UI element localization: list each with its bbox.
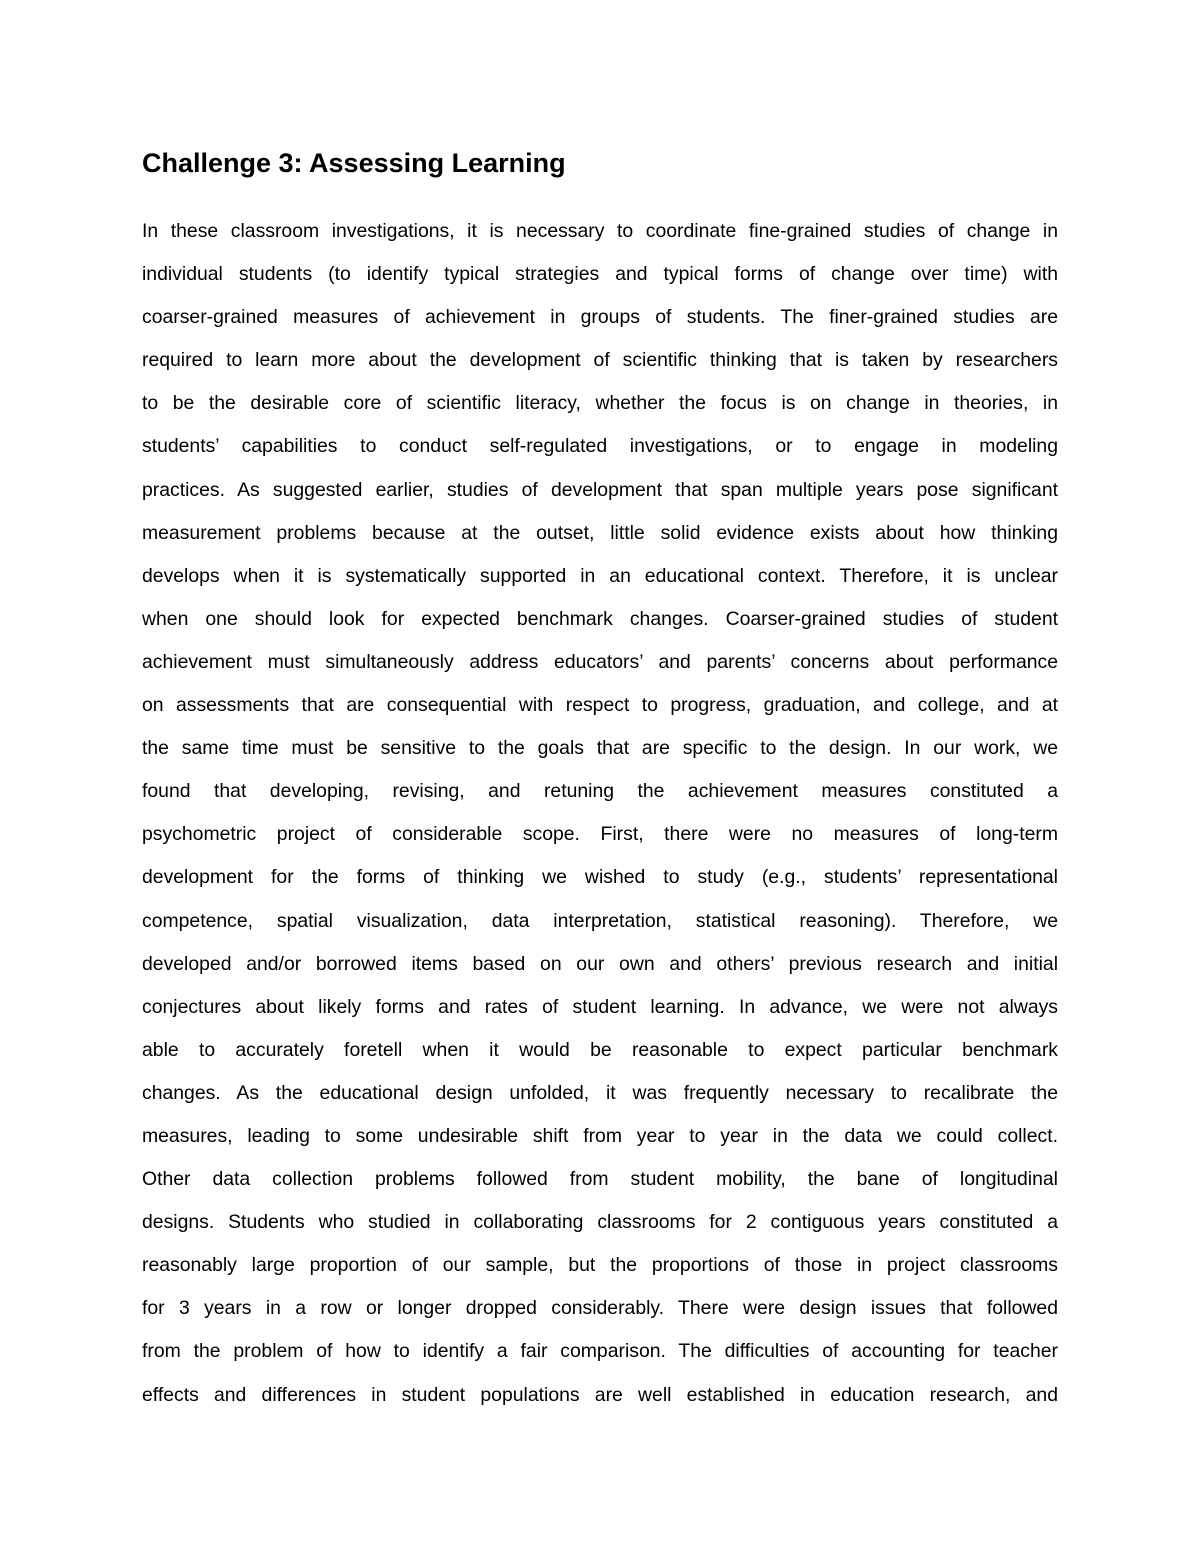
- paragraph-line: effects and differences in student populations are well established in education research, and: [142, 1383, 1058, 1406]
- paragraph-line: measures, leading to some undesirable shift from year to year in the data we could collect.: [142, 1124, 1058, 1147]
- paragraph-line: Other data collection problems followed from student mobility, the bane of longitudinal: [142, 1168, 1058, 1191]
- paragraph-line: achievement must simultaneously address educators’ and parents’ concerns about performance: [142, 650, 1058, 673]
- paragraph-line: psychometric project of considerable scope. First, there were no measures of long-term: [142, 823, 1058, 846]
- paragraph-line: practices. As suggested earlier, studies of development that span multiple years pose significant: [142, 478, 1058, 501]
- paragraph-line: the same time must be sensitive to the goals that are specific to the design. In our work, we: [142, 737, 1058, 760]
- paragraph-line: development for the forms of thinking we wished to study (e.g., students’ representational: [142, 866, 1058, 889]
- paragraph-line: conjectures about likely forms and rates of student learning. In advance, we were not always: [142, 995, 1058, 1018]
- section-heading: Challenge 3: Assessing Learning: [142, 148, 566, 178]
- paragraph-line: when one should look for expected benchmark changes. Coarser-grained studies of student: [142, 607, 1058, 630]
- paragraph-line: from the problem of how to identify a fair comparison. The difficulties of accounting for teacher: [142, 1340, 1058, 1363]
- paragraph-line: found that developing, revising, and retuning the achievement measures constituted a: [142, 780, 1058, 803]
- paragraph-line: reasonably large proportion of our sample, but the proportions of those in project classrooms: [142, 1254, 1058, 1277]
- paragraph-line: measurement problems because at the outset, little solid evidence exists about how thinking: [142, 521, 1058, 544]
- paragraph-line: individual students (to identify typical strategies and typical forms of change over time) with: [142, 263, 1058, 286]
- paragraph-line: designs. Students who studied in collaborating classrooms for 2 contiguous years constituted a: [142, 1211, 1058, 1234]
- paragraph-line: for 3 years in a row or longer dropped considerably. There were design issues that followed: [142, 1297, 1058, 1320]
- paragraph-line: coarser-grained measures of achievement in groups of students. The finer-grained studies are: [142, 306, 1058, 329]
- paragraph-line: changes. As the educational design unfolded, it was frequently necessary to recalibrate the: [142, 1081, 1058, 1104]
- paragraph-line: on assessments that are consequential with respect to progress, graduation, and college, and at: [142, 694, 1058, 717]
- paragraph-line: to be the desirable core of scientific literacy, whether the focus is on change in theories, in: [142, 392, 1058, 415]
- paragraph-line: students’ capabilities to conduct self-regulated investigations, or to engage in modeling: [142, 435, 1058, 458]
- body-paragraph: [142, 210, 1058, 1417]
- paragraph-line: develops when it is systematically supported in an educational context. Therefore, it is unclear: [142, 564, 1058, 587]
- paragraph-line: able to accurately foretell when it would be reasonable to expect particular benchmark: [142, 1038, 1058, 1061]
- paragraph-line: required to learn more about the development of scientific thinking that is taken by researchers: [142, 349, 1058, 372]
- paragraph-line: competence, spatial visualization, data interpretation, statistical reasoning). Therefore, we: [142, 909, 1058, 932]
- paragraph-line: developed and/or borrowed items based on our own and others’ previous research and initial: [142, 952, 1058, 975]
- paragraph-line: In these classroom investigations, it is necessary to coordinate fine-grained studies of change in: [142, 220, 1058, 242]
